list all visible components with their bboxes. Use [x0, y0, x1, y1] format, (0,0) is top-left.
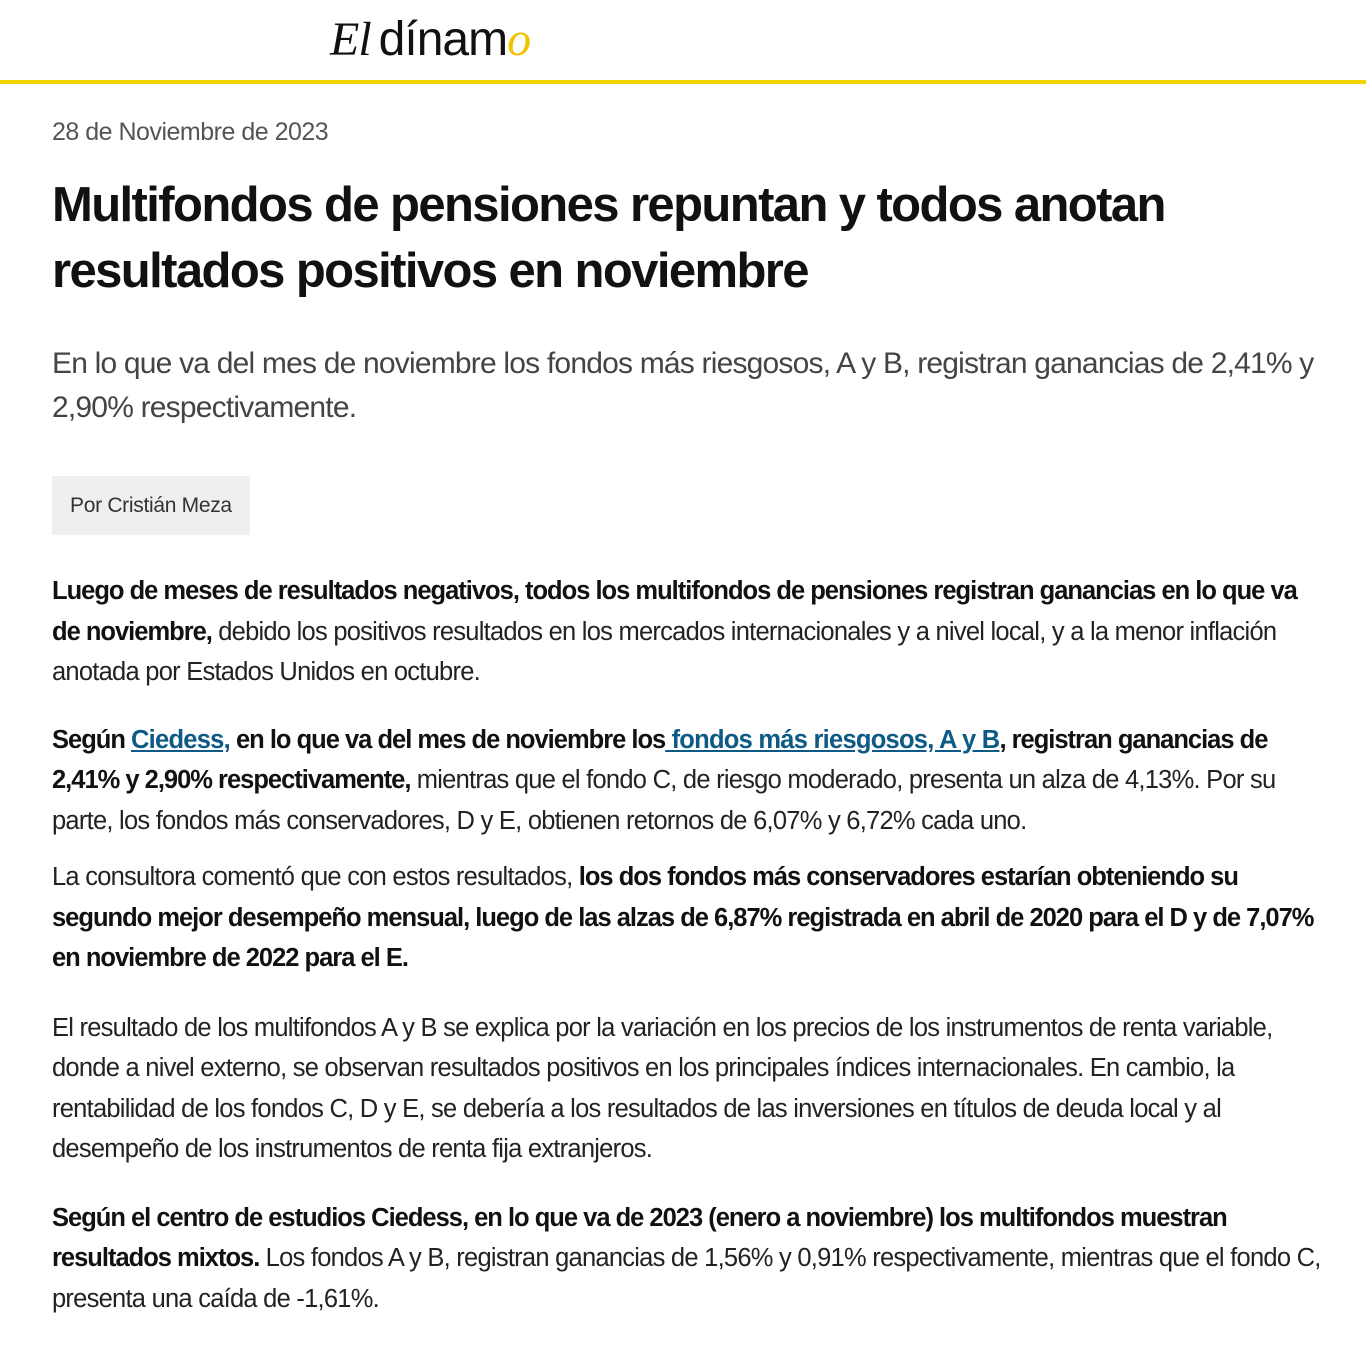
article [52, 110, 1327, 1319]
fondos-riesgosos-link[interactable]: fondos más riesgosos, A y B [665, 725, 1000, 754]
logo-el-text: El [330, 13, 371, 66]
article-headline: Multifondos de pensiones repuntan y todos anotan resultados positivos en noviembre [52, 178, 1165, 298]
paragraph-3-bold: los dos fondos más conservadores estarían obteniendo su segundo mejor desempeño mensual, luego de las alzas de 6,87% registrada en abril de 2020 para el D y de 7,07% en noviembre de 2022 para el E. [52, 863, 1314, 972]
article-body [52, 571, 1327, 1319]
article-date: 28 de Noviembre de 2023 [52, 118, 329, 146]
paragraph-5-text: Los fondos A y B, registran ganancias de 1,56% y 0,91% respectivamente, mientras que el fondo C, presenta una caída de -1,61%. [52, 1244, 1321, 1313]
paragraph-2-bold-a: Según [52, 725, 132, 754]
paragraph-3-text: La consultora comentó que con estos resultados, [52, 863, 579, 891]
paragraph-3 [52, 857, 1327, 979]
paragraph-2-bold-c: , registran ganancias de 2,41% y 2,90% respectivamente, [52, 725, 1268, 794]
site-logo[interactable] [330, 10, 530, 70]
paragraph-5-bold: Según el centro de estudios Ciedess, en lo que va de 2023 (enero a noviembre) los multifondos muestran resultados mixtos. [52, 1203, 1227, 1272]
paragraph-2 [52, 720, 1327, 842]
logo-o-text: o [507, 13, 531, 66]
logo-dinam-text: dínam [378, 13, 508, 66]
paragraph-5 [52, 1198, 1327, 1320]
site-header [0, 0, 1366, 84]
paragraph-1-text: debido los positivos resultados en los mercados internacionales y a nivel local, y a la menor inflación anotada por Estados Unidos en octubre. [52, 617, 1277, 686]
paragraph-2-bold-b: en lo que va del mes de noviembre los [229, 725, 666, 754]
paragraph-4: El resultado de los multifondos A y B se explica por la variación en los precios de los instrumentos de renta variable, donde a nivel externo, se observan resultados positivos en los principales índices internacionales. En cambio, la rentabilidad de los fondos C, D y E, se debería a los resultados de las inversiones en títulos de deuda local y al desempeño de los instrumentos de renta fija extranjeros. [52, 1013, 1273, 1163]
paragraph-1 [52, 571, 1327, 693]
ciedess-link[interactable]: Ciedess, [131, 725, 230, 754]
paragraph-1-bold: Luego de meses de resultados negativos, todos los multifondos de pensiones registran ganancias en lo que va de noviembre, [52, 577, 1297, 646]
paragraph-2-text: mientras que el fondo C, de riesgo moderado, presenta un alza de 4,13%. Por su parte, los fondos más conservadores, D y E, obtienen retornos de 6,07% y 6,72% cada uno. [52, 766, 1276, 835]
article-subtitle: En lo que va del mes de noviembre los fondos más riesgosos, A y B, registran ganancias de 2,41% y 2,90% respectivamente. [52, 347, 1314, 424]
author-byline[interactable]: Por Cristián Meza [52, 476, 250, 535]
